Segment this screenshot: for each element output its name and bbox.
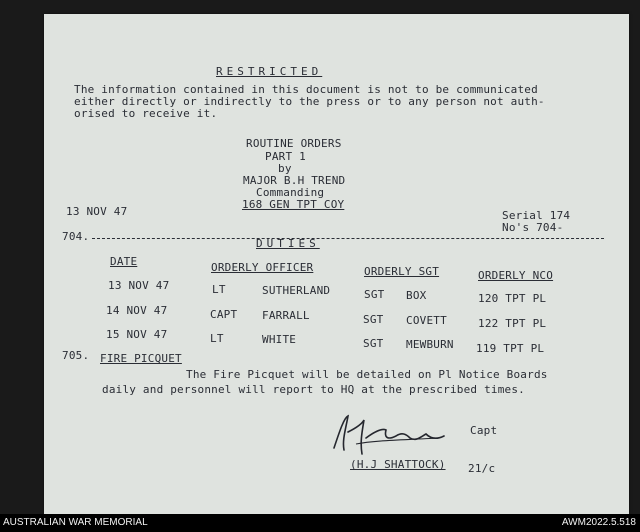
- row-1-rank: LT: [212, 283, 226, 296]
- row-1-sgt: BOX: [406, 289, 427, 302]
- row-2-officer: FARRALL: [262, 309, 310, 322]
- row-2-nco: 122 TPT PL: [478, 317, 547, 330]
- item-704-number: 704.: [62, 230, 90, 243]
- fire-picquet-title: FIRE PICQUET: [100, 352, 182, 365]
- row-3-officer: WHITE: [262, 333, 297, 346]
- column-orderly-nco: ORDERLY NCO: [478, 269, 554, 282]
- orders-title-5: Commanding: [256, 186, 325, 199]
- row-3-rank: LT: [210, 332, 224, 345]
- section-divider: [92, 238, 604, 239]
- fire-picquet-line-2: daily and personnel will report to HQ at the prescribed times.: [102, 383, 525, 396]
- row-1-officer: SUTHERLAND: [262, 284, 331, 297]
- column-date: DATE: [110, 255, 138, 268]
- footer-institution: AUSTRALIAN WAR MEMORIAL: [3, 517, 148, 528]
- order-numbers: No's 704-: [502, 221, 564, 234]
- row-1-nco: 120 TPT PL: [478, 292, 547, 305]
- column-orderly-officer: ORDERLY OFFICER: [211, 261, 314, 274]
- row-1-sgt-rank: SGT: [364, 288, 385, 301]
- signature-rank: Capt: [470, 424, 498, 437]
- orders-title-4: MAJOR B.H TREND: [243, 174, 346, 187]
- notice-line-2: either directly or indirectly to the press or to any person not auth-: [74, 95, 545, 108]
- notice-line-3: orised to receive it.: [74, 107, 218, 120]
- archive-footer: [0, 514, 640, 532]
- row-2-rank: CAPT: [210, 308, 238, 321]
- item-705-number: 705.: [62, 349, 90, 362]
- notice-line-1: The information contained in this document is not to be communicated: [74, 83, 538, 96]
- row-1-date: 13 NOV 47: [108, 279, 170, 292]
- signature-name: (H.J SHATTOCK): [350, 458, 446, 471]
- row-3-sgt-rank: SGT: [363, 337, 384, 350]
- row-3-sgt: MEWBURN: [406, 338, 454, 351]
- row-3-date: 15 NOV 47: [106, 328, 168, 341]
- orders-title-2: PART 1: [265, 150, 306, 163]
- column-orderly-sgt: ORDERLY SGT: [364, 265, 440, 278]
- orders-title-3: by: [278, 162, 292, 175]
- order-date: 13 NOV 47: [66, 205, 128, 218]
- row-3-nco: 119 TPT PL: [476, 342, 545, 355]
- handwritten-signature: [326, 410, 456, 460]
- footer-reference: AWM2022.5.518: [561, 517, 636, 528]
- duties-title: DUTIES: [256, 237, 320, 250]
- orders-title-6: 168 GEN TPT COY: [242, 198, 345, 211]
- row-2-date: 14 NOV 47: [106, 304, 168, 317]
- serial-number: Serial 174: [502, 209, 571, 222]
- orders-title-1: ROUTINE ORDERS: [246, 137, 342, 150]
- row-2-sgt: COVETT: [406, 314, 447, 327]
- row-2-sgt-rank: SGT: [363, 313, 384, 326]
- heading-restricted: RESTRICTED: [216, 65, 323, 78]
- signature-post: 21/c: [468, 462, 496, 475]
- fire-picquet-line-1: The Fire Picquet will be detailed on Pl Notice Boards: [186, 368, 548, 381]
